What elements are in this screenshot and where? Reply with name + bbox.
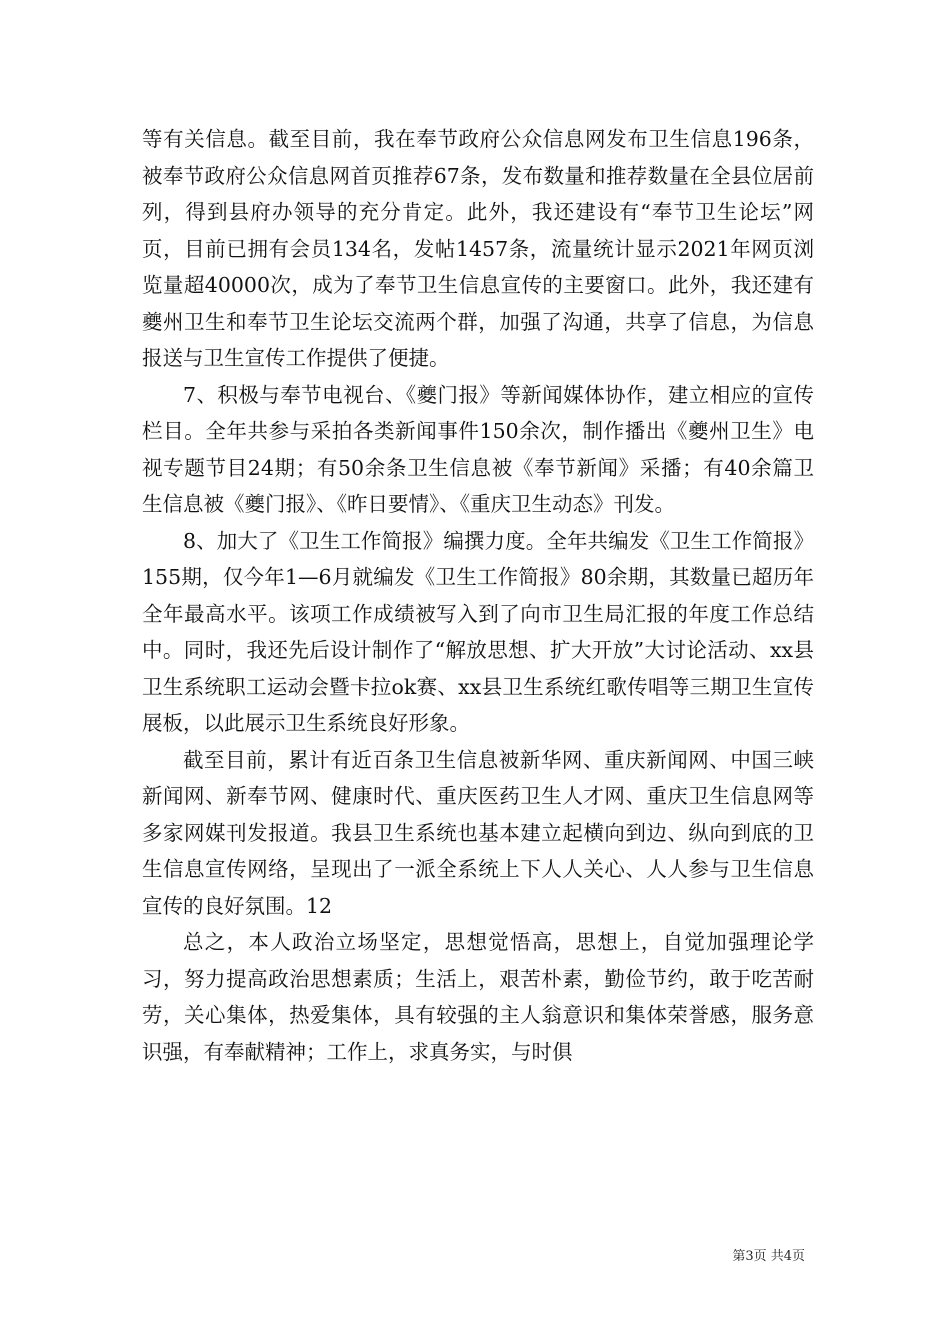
document-body (142, 121, 814, 1070)
paragraph-conclusion: 总之，本人政治立场坚定，思想觉悟高，思想上，自觉加强理论学习，努力提高政治思想素质；生活上，艰苦朴素，勤俭节约，敢于吃苦耐劳，关心集体，热爱集体，具有较强的主人翁意识和集体荣誉感，服务意识强，有奉献精神；工作上，求真务实，与时俱 (142, 930, 814, 1064)
paragraph-summary-media: 截至目前，累计有近百条卫生信息被新华网、重庆新闻网、中国三峡新闻网、新奉节网、健康时代、重庆医药卫生人才网、重庆卫生信息网等多家网媒刊发报道。我县卫生系统也基本建立起横向到边、纵向到底的卫生信息宣传网络，呈现出了一派全系统上下人人关心、人人参与卫生信息宣传的良好氛围。12 (142, 747, 814, 918)
paragraph-continued: 等有关信息。截至目前，我在奉节政府公众信息网发布卫生信息196条，被奉节政府公众信息网首页推荐67条，发布数量和推荐数量在全县位居前列，得到县府办领导的充分肯定。此外，我还建设有“奉节卫生论坛”网页，目前已拥有会员134名，发帖1457条，流量统计显示2021年网页浏览量超40000次，成为了奉节卫生信息宣传的主要窗口。此外，我还建有夔州卫生和奉节卫生论坛交流两个群，加强了沟通，共享了信息，为信息报送与卫生宣传工作提供了便捷。 (142, 127, 814, 370)
paragraph-item-7: 7、积极与奉节电视台、《夔门报》等新闻媒体协作，建立相应的宣传栏目。全年共参与采拍各类新闻事件150余次，制作播出《夔州卫生》电视专题节目24期；有50余条卫生信息被《奉节新闻》采播；有40余篇卫生信息被《夔门报》、《昨日要情》、《重庆卫生动态》刊发。 (142, 382, 814, 516)
paragraph-item-8: 8、加大了《卫生工作简报》编撰力度。全年共编发《卫生工作简报》155期，仅今年1—6月就编发《卫生工作简报》80余期，其数量已超历年全年最高水平。该项工作成绩被写入到了向市卫生局汇报的年度工作总结中。同时，我还先后设计制作了“解放思想、扩大开放”大讨论活动、xx县卫生系统职工运动会暨卡拉ok赛、xx县卫生系统红歌传唱等三期卫生宣传展板，以此展示卫生系统良好形象。 (142, 528, 814, 735)
page-number-footer: 第3页 共4页 (732, 1249, 805, 1264)
